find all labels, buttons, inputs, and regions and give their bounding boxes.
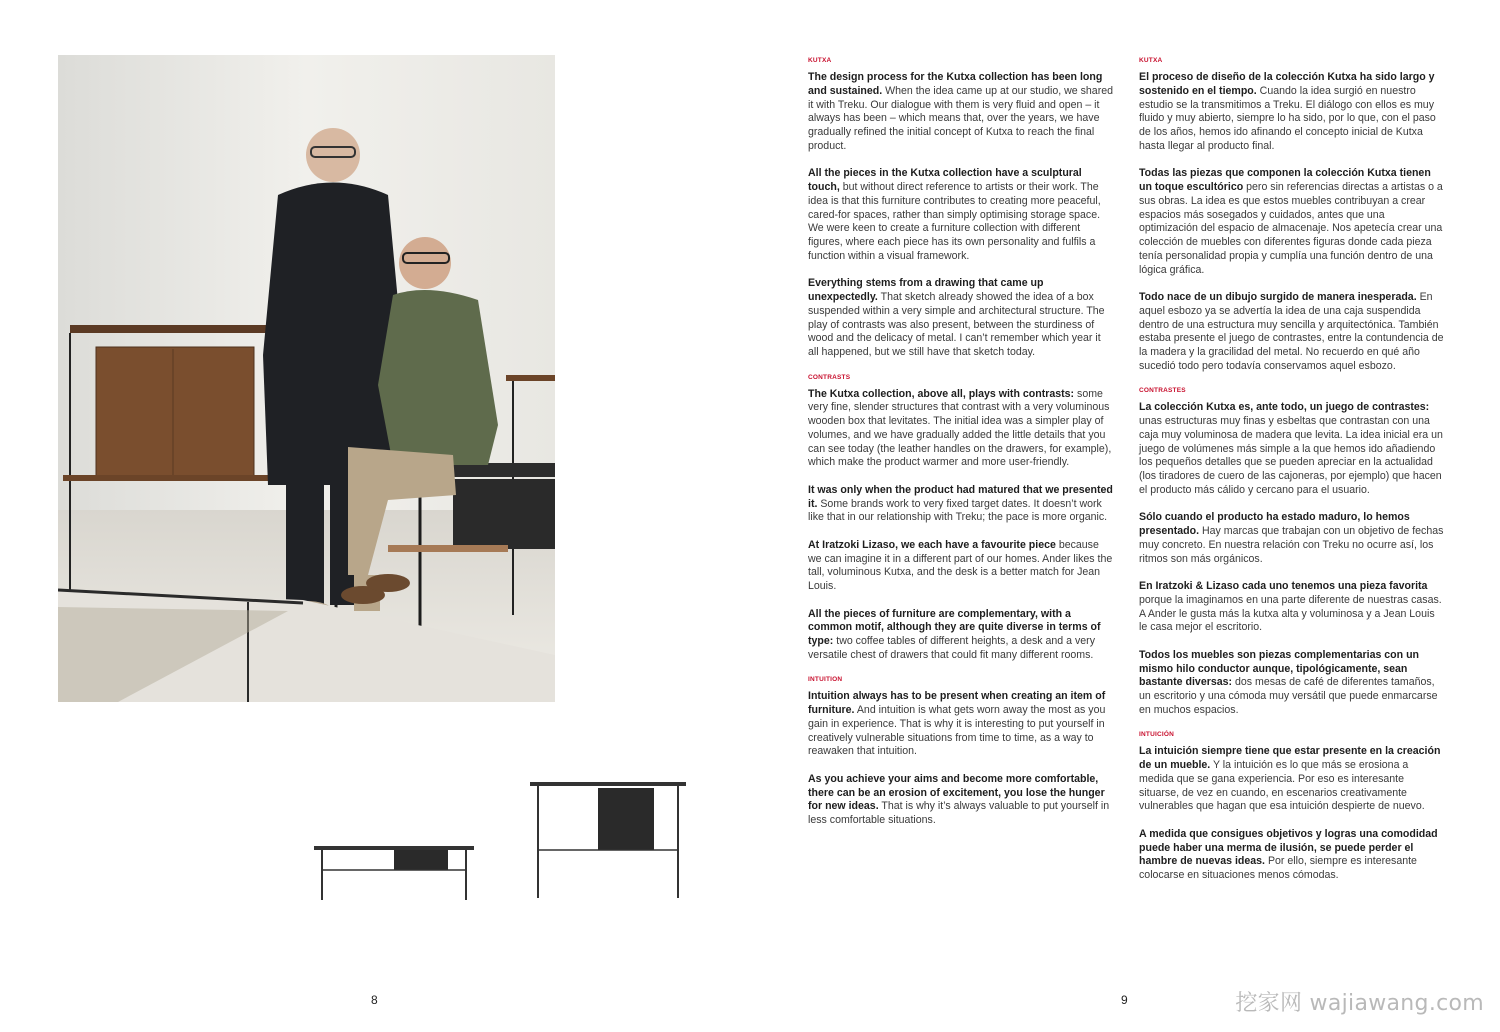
paragraph [1139, 580, 1444, 635]
section-heading: INTUICIÓN [1139, 731, 1175, 739]
paragraph-lead: At Iratzoki Lizaso, we each have a favourite piece [808, 538, 1056, 551]
paragraph-lead: It was only when the product had matured that we presented it. [808, 483, 1113, 510]
paragraph-body: pero sin referencias directas a artistas o a sus obras. La idea es que estos muebles contribuyan a crear espacios más sosegados y cuidados, antes que una optimización del espacio de almacenaje. Nos apetecía crear una colección de muebles con diferentes figuras donde cada pieza tenía personalidad propia y cumplía una función dentro de una lógica gráfica. [1139, 181, 1443, 276]
paragraph-lead: Everything stems from a drawing that came up unexpectedly. [808, 277, 1044, 303]
paragraph [808, 277, 1113, 360]
paragraph-body: Hay marcas que trabajan con un objetivo de fechas muy concreto. En nuestra relación con Treku no ocurre así, los ritmos son más orgánicos. [1139, 525, 1444, 565]
paragraph-lead: The Kutxa collection, above all, plays with contrasts: [808, 387, 1075, 400]
paragraph-body: That is why it’s always valuable to put yourself in less comfortable situations. [808, 800, 1110, 826]
paragraph-body: because we can imagine it in a different part of our homes. Ander likes the tall, voluminous Kutxa, and the desk is a better match for Jean Louis. [808, 538, 1113, 592]
paragraph [1139, 291, 1444, 374]
paragraph-lead: The design process for the Kutxa collection has been long and sustained. [808, 71, 1103, 97]
paragraph-lead: El proceso de diseño de la colección Kutxa ha sido largo y sostenido en el tiempo. [1139, 71, 1435, 97]
paragraph-body: Cuando la idea surgió en nuestro estudio se la transmitimos a Treku. El diálogo con ellos es muy fluido y muy abierto, siempre lo ha sido, por lo que, con el paso de los años, hemos ido afinando el concepto inicial de Kutxa hasta llegar al producto final. [1139, 84, 1436, 152]
designers-photo-illustration [58, 55, 555, 702]
paragraph-body: some very fine, slender structures that contrast with a very voluminous wooden box that levitates. The initial idea was a simpler play of volumes, and we have gradually added the little details that you can see today (the leather handles on the drawers, for example), which make the product warmer and more user-friendly. [808, 387, 1112, 469]
paragraph-lead: Todos los muebles son piezas complementarias con un mismo hilo conductor aunque, tipológicamente, sean bastante diversas: [1139, 648, 1420, 689]
paragraph-body: That sketch already showed the idea of a box suspended within a very simple and architectural structure. The play of contrasts was also present, between the sturdiness of wood and the delicacy of metal. I can’t remember which year it all happened, but we still have that sketch today. [808, 291, 1105, 358]
paragraph-lead: A medida que consigues objetivos y logras una comodidad puede haber una merma de ilusión, se puede perder el hambre de nuevas ideas. [1139, 827, 1438, 868]
english-block-1 [808, 57, 1113, 154]
paragraph-body: Por ello, siempre es interesante colocarse en situaciones menos cómodas. [1139, 855, 1417, 881]
paragraph [1139, 828, 1444, 883]
paragraph [1139, 649, 1444, 718]
paragraph [808, 388, 1113, 471]
section-heading: CONTRASTS [808, 373, 851, 381]
paragraph-lead: Todo nace de un dibujo surgido de manera inesperada. [1139, 291, 1417, 303]
paragraph-lead: All the pieces in the Kutxa collection have a sculptural touch, [808, 167, 1082, 193]
paragraph-body: two coffee tables of different heights, a desk and a very versatile chest of drawers that could fit many different rooms. [808, 635, 1095, 661]
paragraph-body: porque la imaginamos en una parte diferente de nuestras casas. A Ander le gusta más la kutxa alta y voluminosa y a Jean Louis le casa mejor el escritorio. [1139, 593, 1442, 634]
paragraph-lead: La intuición siempre tiene que estar presente en la creación de un mueble. [1139, 745, 1441, 771]
paragraph [808, 539, 1113, 594]
furniture-sketches [312, 780, 692, 902]
paragraph-lead: All the pieces of furniture are complementary, with a common motif, although they are quite diverse in terms of type: [808, 607, 1101, 647]
page-number-left: 8 [371, 993, 378, 1007]
english-block-contrasts [808, 374, 1113, 471]
designers-photo [58, 55, 555, 702]
section-heading: INTUITION [808, 676, 843, 684]
paragraph [808, 167, 1113, 263]
paragraph-body: dos mesas de café de diferentes tamaños, un escritorio y una cómoda muy versátil que puede enmarcarse en muchos espacios. [1139, 676, 1438, 716]
section-heading: KUTXA [808, 57, 832, 64]
spanish-block-1 [1139, 57, 1444, 154]
paragraph-body: Some brands work to very fixed target dates. It doesn’t work like that in our relationship with Treku; the pace is more organic. [808, 497, 1108, 524]
paragraph [808, 484, 1113, 525]
spanish-column [1139, 57, 1444, 897]
english-block-intuition [808, 676, 1113, 759]
section-heading: CONTRASTES [1139, 387, 1186, 395]
paragraph-lead: La colección Kutxa es, ante todo, un juego de contrastes: [1139, 401, 1430, 414]
paragraph [808, 773, 1113, 828]
section-heading: KUTXA [1139, 57, 1163, 64]
paragraph [1139, 71, 1444, 154]
paragraph-lead: Sólo cuando el producto ha estado maduro, lo hemos presentado. [1139, 511, 1410, 537]
paragraph-lead: Intuition always has to be present when creating an item of furniture. [808, 690, 1106, 716]
paragraph [1139, 401, 1444, 497]
paragraph [1139, 511, 1444, 566]
paragraph [1139, 745, 1444, 814]
coffee-table-sketch [314, 846, 474, 900]
paragraph-body: Y la intuición es lo que más se erosiona a medida que se gana experiencia. Por eso es interesante situarse, de vez en cuando, en escenarios creativamente vulnerables que hagan que esa intuición despierte de nuevo. [1139, 759, 1425, 813]
desk-sketch [530, 782, 686, 898]
paragraph-body: When the idea came up at our studio, we shared it with Treku. Our dialogue with them is very fluid and open – it always has been – which means that, over the years, we have gradually refined the initial concept of Kutxa to reach the final product. [808, 84, 1114, 152]
english-column [808, 57, 1113, 842]
paragraph-body: unas estructuras muy finas y esbeltas que contrastan con una caja muy voluminosa de madera que levita. La idea inicial era un juego de volúmenes más simple a la que hemos ido añadiendo los pequeños detalles que se pueden apreciar en la actualidad (los tiradores de cuero de las cajoneras, por ejemplo) que hacen el producto más cálido y cercano para el usuario. [1139, 415, 1443, 496]
paragraph-lead: Todas las piezas que componen la colección Kutxa tienen un toque escultórico [1139, 167, 1431, 193]
paragraph [808, 608, 1113, 663]
paragraph-body: En aquel esbozo ya se advertía la idea de una caja suspendida dentro de una estructura muy sencilla y arquitectónica. También estaba presente el juego de contrastes, entre la contundencia de la madera y la gracilidad del metal. No recuerdo en qué año sucedió todo pero todavía conservamos aquel esbozo. [1139, 291, 1444, 372]
paragraph [808, 71, 1113, 154]
page-number-right: 9 [1121, 993, 1128, 1007]
paragraph-lead: En Iratzoki & Lizaso cada uno tenemos una pieza favorita [1139, 580, 1428, 592]
spanish-block-contrastes [1139, 387, 1444, 497]
spanish-block-intuicion [1139, 731, 1444, 814]
paragraph-body: but without direct reference to artists or their work. The idea is that this furniture contributes to creating more peaceful, cared-for spaces, rather than simply optimising storage space. We were keen to create a furniture collection with different figures, where each piece has its own personality and fulfils a function within a visual framework. [808, 181, 1101, 262]
watermark: 挖家网 wajiawang.com [1235, 991, 1484, 1016]
paragraph [808, 690, 1113, 759]
paragraph-body: And intuition is what gets worn away the most as you gain in experience. That is why it is interesting to put yourself in creatively vulnerable situations from time to time, as a way to reawaken that intuition. [808, 704, 1106, 758]
paragraph [1139, 167, 1444, 277]
paragraph-lead: As you achieve your aims and become more comfortable, there can be an erosion of excitement, you lose the hunger for new ideas. [808, 772, 1105, 813]
